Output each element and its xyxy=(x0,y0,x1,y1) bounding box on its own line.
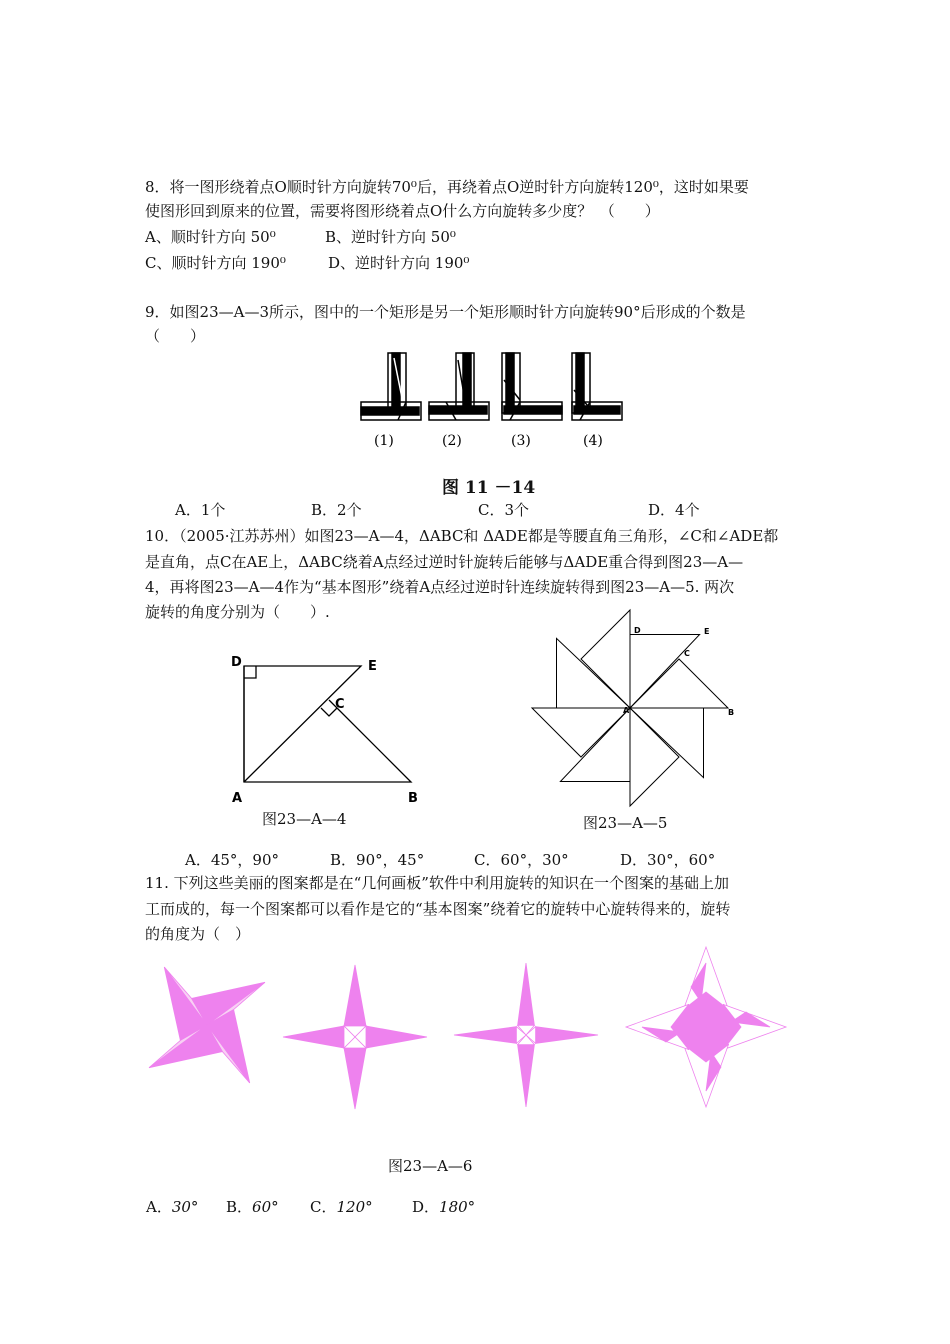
fig5-point-label-e: E xyxy=(704,627,710,636)
pinwheel-triangle xyxy=(630,708,704,778)
q11-option-d-value: 180° xyxy=(439,1198,476,1216)
q11-option-d-letter: D． xyxy=(412,1198,440,1216)
pinwheel-triangle xyxy=(630,708,679,806)
pinwheel-triangle xyxy=(630,659,728,708)
star-petal xyxy=(366,1026,427,1048)
q8-line2: 使图形回到原来的位置，需要将图形绕着点O什么方向旋转多少度？ （ ） xyxy=(145,202,660,220)
star-petal xyxy=(344,965,366,1026)
star-pattern-1 xyxy=(149,967,265,1083)
pinwheel-triangles xyxy=(532,610,728,806)
q10-option-d: D．30°，60° xyxy=(620,851,716,869)
q9-figure-4 xyxy=(572,353,622,420)
q9-option-a: A．1个 xyxy=(175,501,226,519)
q8-option-a: A、顺时针方向 50⁰ xyxy=(145,228,276,246)
q9-line2: （ ） xyxy=(145,327,206,345)
pinwheel-triangle xyxy=(630,635,700,709)
q10-option-c: C．60°，30° xyxy=(474,851,569,869)
point-label-c: C xyxy=(335,697,345,712)
q9-option-b: B．2个 xyxy=(311,501,362,519)
q9-option-c: C．3个 xyxy=(478,501,530,519)
q9-line1: 9．如图23—A—3所示，图中的一个矩形是另一个矩形顺时针方向旋转90°后形成的个数是 xyxy=(145,303,746,321)
pinwheel-triangle xyxy=(532,708,630,757)
star-pattern-4 xyxy=(626,947,786,1107)
fig5-point-label-c: C xyxy=(684,649,690,658)
q8-line1: 8．将一图形绕着点O顺时针方向旋转70⁰后，再绕着点O逆时针方向旋转120⁰，这时如果要 xyxy=(145,178,749,196)
q10-line3: 4，再将图23—A—4作为“基本图形”绕着A点经过逆时针连续旋转得到图23—A—5. 两次 xyxy=(145,578,735,596)
star-petal xyxy=(536,1027,598,1044)
q11-line1: 11. 下列这些美丽的图案都是在“几何画板”软件中利用旋转的知识在一个图案的基础上加 xyxy=(145,874,729,892)
q9-rectangles-figure xyxy=(358,350,628,450)
star-petal xyxy=(283,1026,344,1048)
star-petal xyxy=(344,1048,366,1109)
q8-option-d: D、逆时针方向 190⁰ xyxy=(328,254,470,272)
q11-option-a-value: 30° xyxy=(171,1198,199,1216)
q9-figure-3 xyxy=(502,353,562,420)
q11-option-c-letter: C． xyxy=(310,1198,337,1216)
pinwheel-triangle xyxy=(557,638,631,708)
q9-option-d: D．4个 xyxy=(648,501,700,519)
q9-figure-label-3: (3) xyxy=(511,433,531,449)
q11-line2: 工而成的，每一个图案都可以看作是它的“基本图案”绕着它的旋转中心旋转得来的，旋转 xyxy=(145,900,731,918)
q9-figure-caption: 图 11 －14 xyxy=(442,478,536,498)
point-label-a: A xyxy=(232,791,243,806)
figure-23-a-6-caption: 图23—A—6 xyxy=(388,1157,473,1175)
q9-figure-1 xyxy=(361,353,421,420)
triangle-ade xyxy=(244,666,361,782)
q10-option-b: B．90°，45° xyxy=(330,851,425,869)
q11-option-d xyxy=(412,1196,475,1217)
q9-figure-label-4: (4) xyxy=(583,433,603,449)
figure-23-a-5 xyxy=(530,620,740,780)
point-label-b: B xyxy=(408,791,418,806)
triangle-abc xyxy=(244,666,411,782)
star-petal xyxy=(518,963,535,1025)
q9-figure-label-1: (1) xyxy=(374,433,394,449)
q10-line2: 是直角，点C在AE上，ΔABC绕着A点经过逆时针旋转后能够与ΔADE重合得到图23—A— xyxy=(145,553,744,571)
q11-option-a xyxy=(146,1196,198,1217)
pinwheel-triangle xyxy=(581,610,630,708)
q11-line3: 的角度为（ ） xyxy=(145,925,251,943)
q10-line4: 旋转的角度分别为（ ）. xyxy=(145,603,330,621)
fig5-point-label-b: B xyxy=(728,708,735,717)
q11-option-c xyxy=(310,1196,373,1217)
q9-figure-2 xyxy=(429,353,489,420)
right-angle-d-mark xyxy=(244,666,256,678)
point-label-d: D xyxy=(231,655,242,670)
fig5-point-label-a: A xyxy=(623,706,630,715)
q11-option-b-letter: B． xyxy=(226,1198,253,1216)
q8-option-c: C、顺时针方向 190⁰ xyxy=(145,254,286,272)
q10-option-a: A．45°，90° xyxy=(185,851,280,869)
q11-option-a-letter: A． xyxy=(146,1198,172,1216)
figure-23-a-6 xyxy=(140,955,800,1135)
q8-option-b: B、逆时针方向 50⁰ xyxy=(325,228,456,246)
star-petal xyxy=(518,1045,535,1107)
figure-23-a-4 xyxy=(225,650,435,810)
q11-option-b xyxy=(226,1196,279,1217)
star-pattern-3 xyxy=(454,963,598,1107)
q11-option-b-value: 60° xyxy=(252,1198,279,1216)
star-pattern-2 xyxy=(283,965,427,1109)
point-label-e: E xyxy=(368,659,377,674)
star-petal xyxy=(454,1027,516,1044)
pinwheel-triangle xyxy=(560,708,630,782)
figure-23-a-5-caption: 图23—A—5 xyxy=(583,814,668,832)
figure-23-a-4-caption: 图23—A—4 xyxy=(262,810,347,828)
q9-figure-label-2: (2) xyxy=(442,433,462,449)
fig5-point-label-d: D xyxy=(634,626,641,635)
q11-option-c-value: 120° xyxy=(336,1198,373,1216)
q10-line1: 10．（2005·江苏苏州）如图23—A—4，ΔABC和 ΔADE都是等腰直角三角形，∠C和∠ADE都 xyxy=(145,527,779,545)
